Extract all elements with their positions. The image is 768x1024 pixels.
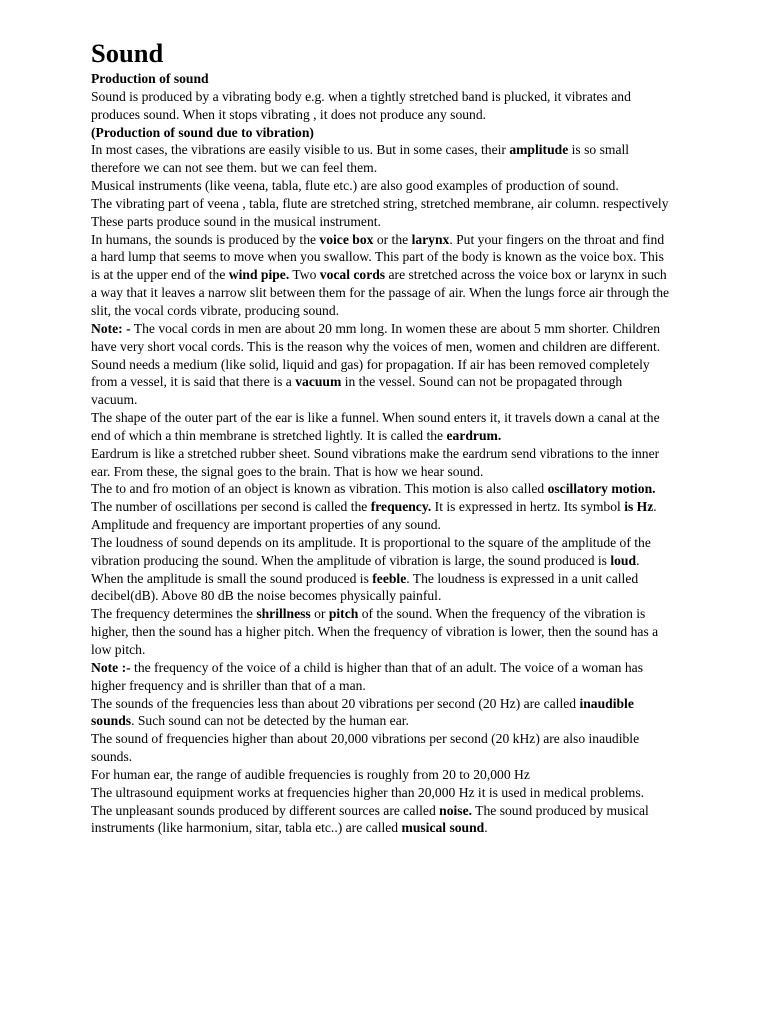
paragraph <box>91 605 671 659</box>
bold-term: feeble <box>372 570 407 586</box>
paragraph <box>91 659 671 695</box>
bold-term: inaudible sounds <box>91 695 634 729</box>
paragraph <box>91 730 671 766</box>
paragraph <box>91 231 671 320</box>
paragraph <box>91 213 671 231</box>
text-run: The sounds of the frequencies less than about 20 vibrations per second (20 Hz) are called <box>91 695 580 711</box>
paragraph <box>91 356 671 410</box>
bold-term: loud <box>610 552 637 568</box>
text-run: The sound of frequencies higher than about 20,000 vibrations per second (20 kHz) are also inaudible sounds. <box>91 731 640 765</box>
bold-term: wind pipe. <box>228 267 290 283</box>
paragraph <box>91 766 671 784</box>
text-run: . <box>484 820 488 836</box>
text-run: . The loudness is expressed in a unit called decibel(dB). Above 80 dB the noise becomes physically painful. <box>91 570 639 604</box>
text-run: is so small therefore we can not see them. but we can feel them. <box>91 142 630 176</box>
text-run: For human ear, the range of audible frequencies is roughly from 20 to 20,000 Hz <box>91 766 530 782</box>
bold-term: shrillness <box>256 606 311 622</box>
bold-term: oscillatory motion. <box>547 481 656 497</box>
paragraph <box>91 480 671 498</box>
paragraph <box>91 498 671 516</box>
text-run: It is expressed in hertz. Its symbol <box>431 499 625 515</box>
bold-term: vacuum <box>295 374 342 390</box>
text-run: . Put your fingers on the throat and find a hard lump that seems to move when you swallow. This part of the body is known as the voice box. This is at the upper end of the <box>91 231 665 283</box>
text-run: In humans, the sounds is produced by the <box>91 231 320 247</box>
text-run: Eardrum is like a stretched rubber sheet. Sound vibrations make the eardrum send vibrations to the inner ear. From these, the signal goes to the brain. That is how we hear sound. <box>91 445 660 479</box>
section-heading <box>91 124 671 142</box>
text-run: the frequency of the voice of a child is higher than that of an adult. The voice of a woman has higher frequency and is shriller than that of a man. <box>91 659 644 693</box>
text-run: The shape of the outer part of the ear is like a funnel. When sound enters it, it travels down a canal at the end of which a thin membrane is stretched lightly. It is called the <box>91 410 660 443</box>
bold-term: voice box <box>319 231 374 247</box>
paragraph <box>91 516 671 534</box>
bold-term: musical sound <box>401 820 485 836</box>
bold-term: pitch <box>328 606 359 622</box>
text-run: (Production of sound due to vibration) <box>91 124 314 140</box>
text-run: are stretched across the voice box or larynx in such a way that it leaves a narrow slit between them for the passage of air. When the lungs force air through the slit, the vocal cords vibrate, producing sound. <box>91 267 670 318</box>
text-run: Musical instruments (like veena, tabla, flute etc.) are also good examples of production of sound. <box>91 178 619 194</box>
text-run: in the vessel. Sound can not be propagated through vacuum. <box>91 374 623 408</box>
text-run: . <box>653 499 657 515</box>
text-run: The loudness of sound depends on its amplitude. It is proportional to the square of the amplitude of the vibration producing the sound. When the amplitude of vibration is large, the sound produced is <box>91 534 651 568</box>
paragraph <box>91 320 671 356</box>
text-run: The vibrating part of veena , tabla, flute are stretched string, stretched membrane, air column. respectively <box>91 195 669 211</box>
text-run: The number of oscillations per second is called the <box>91 499 371 515</box>
text-run: or the <box>373 231 412 247</box>
paragraph <box>91 177 671 195</box>
paragraph <box>91 534 671 605</box>
text-run: These parts produce sound in the musical instrument. <box>91 213 381 229</box>
paragraph <box>91 784 671 802</box>
document-body <box>91 70 671 837</box>
text-run: . Such sound can not be detected by the human ear. <box>131 713 409 729</box>
text-run: The unpleasant sounds produced by different sources are called <box>91 802 440 818</box>
text-run: The vocal cords in men are about 20 mm long. In women these are about 5 mm shorter. Children have very short vocal cords. This is the reason why the voices of men, women and children are different. <box>91 320 661 354</box>
paragraph <box>91 409 671 445</box>
paragraph <box>91 141 671 177</box>
text-run: Sound is produced by a vibrating body e.g. when a tightly stretched band is plucked, it vibrates and produces sound. When it stops vibrating , it does not produce any sound. <box>91 88 631 122</box>
bold-term: Note: - <box>91 320 131 336</box>
bold-term: eardrum. <box>446 427 502 443</box>
text-run: The ultrasound equipment works at frequencies higher than 20,000 Hz it is used in medical problems. <box>91 784 645 800</box>
paragraph <box>91 195 671 213</box>
text-run: Two <box>289 267 320 283</box>
text-run: The sound produced by musical instruments (like harmonium, sitar, tabla etc..) are called <box>91 802 649 836</box>
bold-term: amplitude <box>509 142 569 158</box>
paragraph <box>91 88 671 124</box>
text-run: In most cases, the vibrations are easily visible to us. But in some cases, their <box>91 142 510 158</box>
paragraph <box>91 695 671 731</box>
text-run: . When the amplitude is small the sound produced is <box>91 552 640 586</box>
text-run: The frequency determines the <box>91 606 257 622</box>
text-run: of the sound. When the frequency of the vibration is higher, then the sound has a higher pitch. When the frequency of vibration is lower, then the sound has a low pitch. <box>91 606 659 657</box>
bold-term: larynx <box>411 231 450 247</box>
bold-term: vocal cords <box>319 267 386 283</box>
bold-term: noise. <box>439 802 473 818</box>
text-run: Amplitude and frequency are important properties of any sound. <box>91 517 441 533</box>
paragraph <box>91 445 671 481</box>
paragraph <box>91 802 671 838</box>
text-run: Sound needs a medium (like solid, liquid and gas) for propagation. If air has been removed completely from a vessel, it is said that there is a <box>91 356 650 390</box>
bold-term: Note :- <box>91 659 131 675</box>
bold-term: is Hz <box>624 499 654 515</box>
page-title: Sound <box>91 38 164 68</box>
document-page <box>91 36 671 837</box>
text-run: Production of sound <box>91 71 209 86</box>
bold-term: frequency. <box>370 499 432 515</box>
text-run: or <box>310 606 329 622</box>
text-run: The to and fro motion of an object is known as vibration. This motion is also called <box>91 481 548 497</box>
section-heading <box>91 70 671 88</box>
